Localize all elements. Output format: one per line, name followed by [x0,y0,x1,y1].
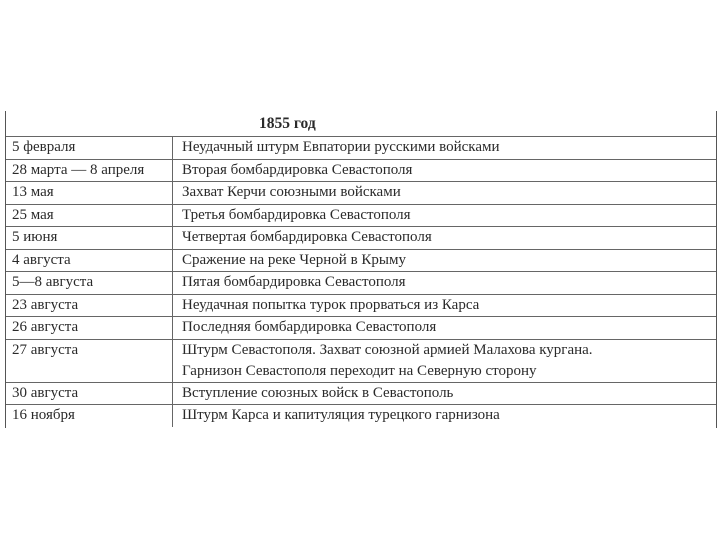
table-row [6,182,716,205]
event-cell [173,339,717,382]
event-text: Пятая бомбардировка Севастополя [182,274,406,290]
event-cell [173,272,717,295]
event-text: Вступление союзных войск в Севастополь [182,384,454,401]
table-title: 1855 год [259,114,316,132]
date-cell: 28 марта — 8 апреля [6,159,173,182]
table-row [6,382,716,405]
event-cell [173,159,717,182]
event-cell [173,204,717,227]
event-cell [173,137,717,160]
event-cell [173,249,717,272]
table-row [6,339,716,382]
table-row [6,272,716,295]
event-text-line2: Гарнизон Севастополя переходит на Северную сторону [182,362,537,379]
date-cell: 16 ноября [6,405,173,427]
date-cell: 4 августа [6,249,173,272]
event-cell [173,405,717,427]
date-cell: 26 августа [6,317,173,340]
event-text: Третья бомбардировка Севастополя [182,206,411,223]
table-row [6,204,716,227]
table-row [6,405,716,427]
table-row [6,159,716,182]
table-row [6,249,716,272]
event-text: Сражение на реке Черной в Крыму [182,251,406,268]
event-text: Последняя бомбардировка Севастополя [182,319,437,335]
table-row [6,294,716,317]
date-cell: 25 мая [6,204,173,227]
event-cell [173,227,717,250]
event-cell [173,382,717,405]
event-cell [173,317,717,340]
date-cell: 30 августа [6,382,173,405]
event-text: Штурм Карса и капитуляция турецкого гарнизона [182,407,500,423]
table-row [6,317,716,340]
table-row [6,137,716,160]
chronology-table-container [5,111,717,428]
event-text: Неудачный штурм Евпатории русскими войсками [182,139,500,155]
table-row [6,227,716,250]
date-cell: 5—8 августа [6,272,173,295]
event-text: Неудачная попытка турок прорваться из Карса [182,296,480,313]
event-cell [173,294,717,317]
date-cell: 5 июня [6,227,173,250]
date-cell: 23 августа [6,294,173,317]
event-text: Вторая бомбардировка Севастополя [182,161,413,178]
event-text: Захват Керчи союзными войсками [182,184,401,200]
date-cell: 27 августа [6,339,173,382]
date-cell: 13 мая [6,182,173,205]
event-cell [173,182,717,205]
date-cell: 5 февраля [6,137,173,160]
event-text: Штурм Севастополя. Захват союзной армией Малахова кургана. [182,341,593,358]
event-text: Четвертая бомбардировка Севастополя [182,229,432,245]
chronology-table [6,111,716,427]
